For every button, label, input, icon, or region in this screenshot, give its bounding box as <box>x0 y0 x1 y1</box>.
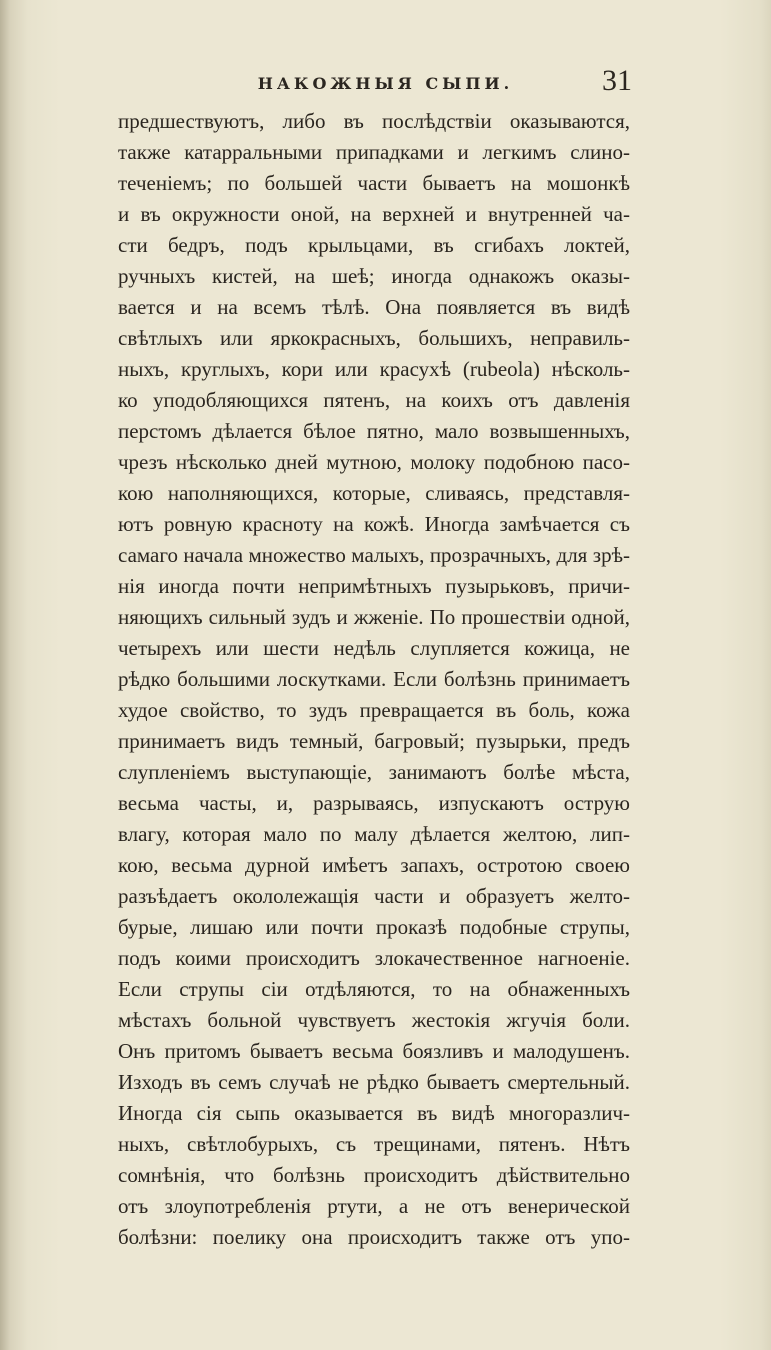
text-line: вается и на всемъ тѣлѣ. Она появляется въ видѣ <box>118 295 630 319</box>
page-number: 31 <box>602 64 632 97</box>
text-line: мѣстахъ больной чувствуетъ жестокія жгучія боли. <box>118 1008 630 1032</box>
text-line: влагу, которая мало по малу дѣлается желтою, лип- <box>118 822 630 846</box>
page-header <box>0 64 771 104</box>
text-line: няющихъ сильный зудъ и жженіе. По прошествіи одной, <box>118 605 630 629</box>
text-line: бурые, лишаю или почти проказѣ подобные струпы, <box>118 915 630 939</box>
text-line: ныхъ, круглыхъ, кори или красухѣ (rubeola) нѣсколь- <box>118 357 630 381</box>
text-line: ныхъ, свѣтлобурыхъ, съ трещинами, пятенъ. Нѣтъ <box>118 1132 630 1156</box>
text-line: Изходъ въ семъ случаѣ не рѣдко бываетъ смертельный. <box>118 1070 630 1094</box>
text-line: принимаетъ видъ темный, багровый; пузырьки, предъ <box>118 729 630 753</box>
text-line: Онъ притомъ бываетъ весьма боязливъ и малодушенъ. <box>118 1039 630 1063</box>
text-line: весьма часты, и, разрываясь, изпускаютъ острую <box>118 791 630 815</box>
text-line: подъ коими происходитъ злокачественное нагноеніе. <box>118 946 630 970</box>
text-line: ко уподобляющихся пятенъ, на коихъ отъ давленія <box>118 388 630 412</box>
text-line: нія иногда почти непримѣтныхъ пузырьковъ, причи- <box>118 574 630 598</box>
text-line: теченіемъ; по большей части бываетъ на мошонкѣ <box>118 171 630 195</box>
text-line: ручныхъ кистей, на шеѣ; иногда однакожъ оказы- <box>118 264 630 288</box>
text-line: ютъ ровную красноту на кожѣ. Иногда замѣчается съ <box>118 512 630 536</box>
text-line: предшествуютъ, либо въ послѣдствіи оказываются, <box>118 109 630 133</box>
text-line: разъѣдаетъ окололежащія части и образуетъ желто- <box>118 884 630 908</box>
text-line: сти бедръ, подъ крыльцами, въ сгибахъ локтей, <box>118 233 630 257</box>
text-line: слупленіемъ выступающіе, занимаютъ болѣе мѣста, <box>118 760 630 784</box>
text-line: Иногда сія сыпь оказывается въ видѣ многоразлич- <box>118 1101 630 1125</box>
text-line: отъ злоупотребленія ртути, а не отъ венерической <box>118 1194 630 1218</box>
text-line: чрезъ нѣсколько дней мутною, молоку подобною пасо- <box>118 450 630 474</box>
text-line: рѣдко большими лоскутками. Если болѣзнь принимаетъ <box>118 667 630 691</box>
text-line: кою, весьма дурной имѣетъ запахъ, остротою своею <box>118 853 630 877</box>
text-line: и въ окружности оной, на верхней и внутренней ча- <box>118 202 630 226</box>
text-line: Если струпы сіи отдѣляются, то на обнаженныхъ <box>118 977 630 1001</box>
running-head: НАКОЖНЫЯ СЫПИ. <box>257 74 514 93</box>
text-line: четырехъ или шести недѣль слупляется кожица, не <box>118 636 630 660</box>
text-line: кою наполняющихся, которые, сливаясь, представля- <box>118 481 630 505</box>
text-line: болѣзни: поелику она происходитъ также отъ упо- <box>118 1225 630 1249</box>
text-line: свѣтлыхъ или яркокрасныхъ, большихъ, неправиль- <box>118 326 630 350</box>
text-line: худое свойство, то зудъ превращается въ боль, кожа <box>118 698 630 722</box>
text-line: также катарральными припадками и легкимъ слино- <box>118 140 630 164</box>
text-line: самаго начала множество малыхъ, прозрачныхъ, для зрѣ- <box>118 543 630 567</box>
text-line: перстомъ дѣлается бѣлое пятно, мало возвышенныхъ, <box>118 419 630 443</box>
text-line: сомнѣнія, что болѣзнь происходитъ дѣйствительно <box>118 1163 630 1187</box>
